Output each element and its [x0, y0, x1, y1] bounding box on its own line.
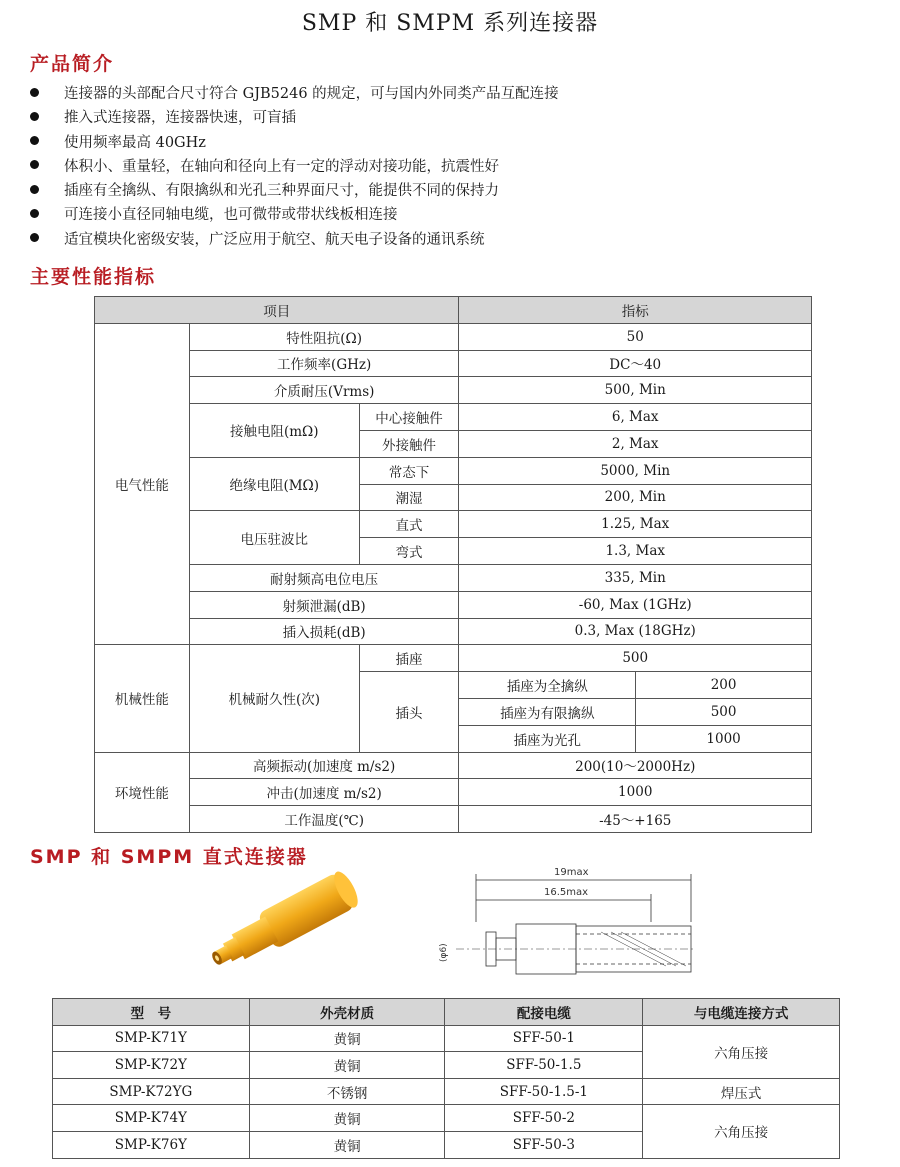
connector-product-image [196, 866, 376, 986]
table-row: SMP-K71Y 黄铜 SFF-50-1 六角压接 [53, 1025, 840, 1052]
table-row: 接触电阻(mΩ) 中心接触件 6, Max [95, 404, 812, 431]
straight-connector-heading: SMP 和 SMPM 直式连接器 [30, 846, 308, 868]
table-row: 插头 插座为全擒纵 200 [95, 672, 812, 699]
intro-item: 推入式连接器，连接器快速，可盲插 [30, 106, 559, 130]
bullet-icon [30, 209, 39, 218]
bullet-icon [30, 233, 39, 242]
bullet-icon [30, 112, 39, 121]
table-row: 插座为光孔 1000 [95, 725, 812, 752]
bullet-icon [30, 88, 39, 97]
models-header-row: 型 号 外壳材质 配接电缆 与电缆连接方式 [53, 999, 840, 1026]
table-row: SMP-K76Y 黄铜 SFF-50-3 [53, 1131, 840, 1158]
intro-item: 可连接小直径同轴电缆，也可微带或带状线板相连接 [30, 203, 559, 227]
table-row: 机械性能 机械耐久性(次) 插座 500 [95, 645, 812, 672]
table-row: 介质耐压(Vrms) 500, Min [95, 377, 812, 404]
intro-item: 插座有全擒纵、有限擒纵和光孔三种界面尺寸，能提供不同的保持力 [30, 179, 559, 203]
dimension-drawing [426, 862, 726, 992]
table-row: 弯式 1.3, Max [95, 538, 812, 565]
group-mechanical: 机械性能 [95, 645, 190, 752]
intro-item: 使用频率最高 40GHz [30, 131, 559, 155]
intro-list [30, 82, 559, 252]
bullet-icon [30, 136, 39, 145]
page-title: SMP 和 SMPM 系列连接器 [301, 11, 599, 36]
bullet-icon [30, 160, 39, 169]
spec-table [94, 296, 812, 833]
dim-body-label: 16.5max [544, 887, 589, 898]
table-row: SMP-K74Y 黄铜 SFF-50-2 六角压接 [53, 1105, 840, 1132]
table-row: 潮湿 200, Min [95, 484, 812, 511]
dim-total-label: 19max [554, 867, 589, 878]
dim-diameter-label: (φ6) [439, 943, 449, 962]
spec-header-row [95, 297, 812, 324]
bullet-icon [30, 185, 39, 194]
table-row: 耐射频高电位电压 335, Min [95, 564, 812, 591]
table-row: 工作频率(GHz) DC～40 [95, 350, 812, 377]
intro-item: 适宜模块化密级安装，广泛应用于航空、航天电子设备的通讯系统 [30, 228, 559, 252]
intro-heading: 产品简介 [30, 53, 115, 75]
performance-heading: 主要性能指标 [30, 266, 157, 288]
table-row: 插座为有限擒纵 500 [95, 698, 812, 725]
intro-item: 连接器的头部配合尺寸符合 GJB5246 的规定，可与国内外同类产品互配连接 [30, 82, 559, 106]
group-electrical: 电气性能 [95, 323, 190, 645]
table-row: 电压驻波比 直式 1.25, Max [95, 511, 812, 538]
table-row: 电气性能 特性阻抗(Ω) 50 [95, 323, 812, 350]
table-row: 环境性能 高频振动(加速度 m/s2) 200(10～2000Hz) [95, 752, 812, 779]
table-row: 冲击(加速度 m/s2) 1000 [95, 779, 812, 806]
table-row: 绝缘电阻(MΩ) 常态下 5000, Min [95, 457, 812, 484]
spec-header-value: 指标 [459, 297, 812, 324]
intro-item: 体积小、重量轻，在轴向和径向上有一定的浮动对接功能，抗震性好 [30, 155, 559, 179]
table-row: SMP-K72Y 黄铜 SFF-50-1.5 [53, 1052, 840, 1079]
table-row: 外接触件 2, Max [95, 430, 812, 457]
models-table [52, 998, 840, 1159]
table-row: 射频泄漏(dB) -60, Max (1GHz) [95, 591, 812, 618]
table-row: 工作温度(℃) -45～+165 [95, 806, 812, 833]
table-row: SMP-K72YG 不锈钢 SFF-50-1.5-1 焊压式 [53, 1078, 840, 1105]
group-environmental: 环境性能 [95, 752, 190, 832]
spec-header-item: 项目 [95, 297, 459, 324]
table-row: 插入损耗(dB) 0.3, Max (18GHz) [95, 618, 812, 645]
